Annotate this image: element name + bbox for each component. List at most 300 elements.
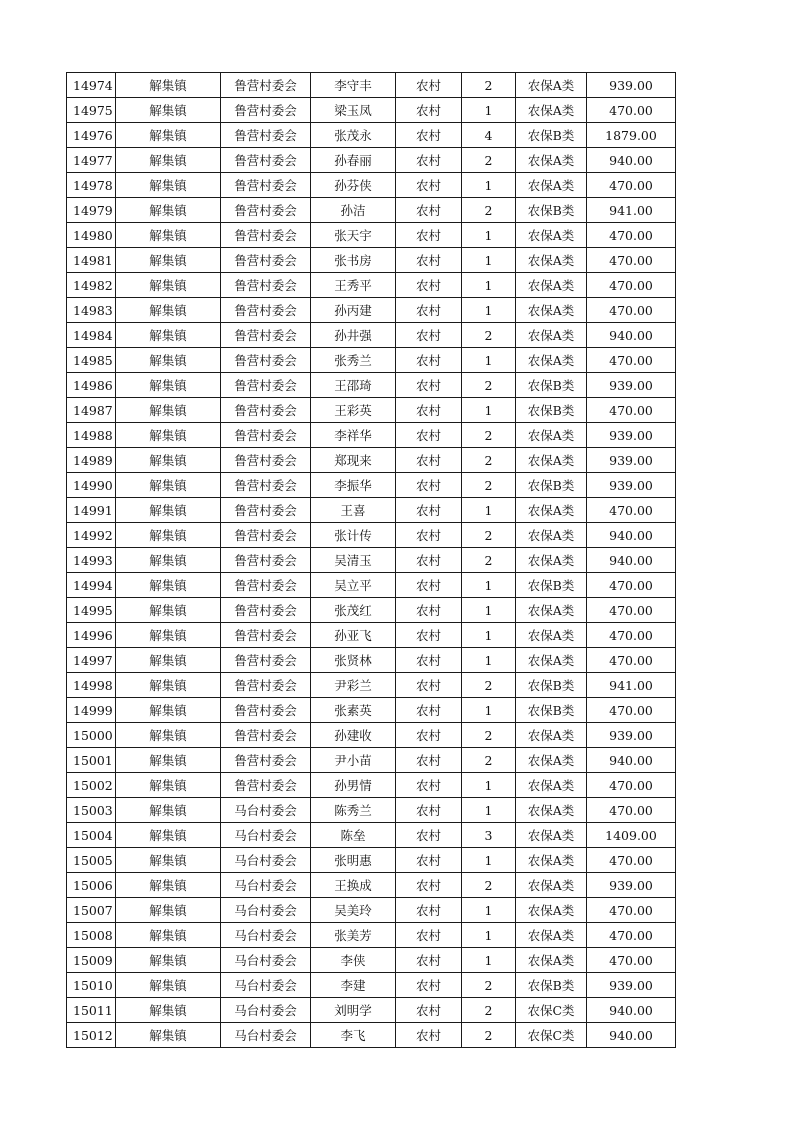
- record-id-cell: 15008: [67, 923, 116, 948]
- amount-cell: 470.00: [587, 498, 676, 523]
- category-cell: 农保B类: [516, 373, 587, 398]
- household-size-cell: 1: [462, 398, 516, 423]
- record-id-cell: 14994: [67, 573, 116, 598]
- record-id-cell: 14974: [67, 73, 116, 98]
- name-cell: 李守丰: [311, 73, 396, 98]
- area-type-cell: 农村: [396, 598, 462, 623]
- category-cell: 农保C类: [516, 1023, 587, 1048]
- category-cell: 农保A类: [516, 248, 587, 273]
- household-size-cell: 1: [462, 173, 516, 198]
- town-cell: 解集镇: [116, 298, 221, 323]
- record-id-cell: 14993: [67, 548, 116, 573]
- village-cell: 马台村委会: [221, 998, 311, 1023]
- household-size-cell: 1: [462, 923, 516, 948]
- amount-cell: 470.00: [587, 598, 676, 623]
- household-size-cell: 1: [462, 273, 516, 298]
- table-row: [67, 473, 676, 498]
- area-type-cell: 农村: [396, 348, 462, 373]
- household-size-cell: 1: [462, 598, 516, 623]
- area-type-cell: 农村: [396, 423, 462, 448]
- household-size-cell: 1: [462, 223, 516, 248]
- table-row: [67, 698, 676, 723]
- town-cell: 解集镇: [116, 323, 221, 348]
- name-cell: 吴立平: [311, 573, 396, 598]
- record-id-cell: 15007: [67, 898, 116, 923]
- record-id-cell: 14988: [67, 423, 116, 448]
- record-id-cell: 14980: [67, 223, 116, 248]
- name-cell: 吴美玲: [311, 898, 396, 923]
- amount-cell: 939.00: [587, 873, 676, 898]
- village-cell: 鲁营村委会: [221, 773, 311, 798]
- village-cell: 马台村委会: [221, 923, 311, 948]
- household-size-cell: 2: [462, 998, 516, 1023]
- village-cell: 鲁营村委会: [221, 498, 311, 523]
- table-row: [67, 423, 676, 448]
- household-size-cell: 2: [462, 73, 516, 98]
- village-cell: 鲁营村委会: [221, 98, 311, 123]
- record-id-cell: 15000: [67, 723, 116, 748]
- amount-cell: 939.00: [587, 373, 676, 398]
- name-cell: 孙井强: [311, 323, 396, 348]
- table-row: [67, 448, 676, 473]
- area-type-cell: 农村: [396, 823, 462, 848]
- town-cell: 解集镇: [116, 898, 221, 923]
- category-cell: 农保A类: [516, 273, 587, 298]
- village-cell: 鲁营村委会: [221, 723, 311, 748]
- table-row: [67, 498, 676, 523]
- household-size-cell: 2: [462, 548, 516, 573]
- area-type-cell: 农村: [396, 848, 462, 873]
- household-size-cell: 1: [462, 798, 516, 823]
- town-cell: 解集镇: [116, 473, 221, 498]
- record-id-cell: 14998: [67, 673, 116, 698]
- record-id-cell: 14979: [67, 198, 116, 223]
- household-size-cell: 2: [462, 373, 516, 398]
- records-table: [66, 72, 676, 1048]
- household-size-cell: 1: [462, 898, 516, 923]
- table-row: [67, 723, 676, 748]
- record-id-cell: 14986: [67, 373, 116, 398]
- amount-cell: 940.00: [587, 148, 676, 173]
- household-size-cell: 2: [462, 1023, 516, 1048]
- village-cell: 鲁营村委会: [221, 598, 311, 623]
- category-cell: 农保A类: [516, 348, 587, 373]
- village-cell: 马台村委会: [221, 798, 311, 823]
- table-row: [67, 923, 676, 948]
- town-cell: 解集镇: [116, 798, 221, 823]
- town-cell: 解集镇: [116, 598, 221, 623]
- amount-cell: 470.00: [587, 698, 676, 723]
- record-id-cell: 14997: [67, 648, 116, 673]
- amount-cell: 470.00: [587, 898, 676, 923]
- amount-cell: 940.00: [587, 748, 676, 773]
- name-cell: 张素英: [311, 698, 396, 723]
- village-cell: 鲁营村委会: [221, 423, 311, 448]
- village-cell: 鲁营村委会: [221, 73, 311, 98]
- name-cell: 李振华: [311, 473, 396, 498]
- town-cell: 解集镇: [116, 423, 221, 448]
- household-size-cell: 2: [462, 723, 516, 748]
- amount-cell: 470.00: [587, 298, 676, 323]
- area-type-cell: 农村: [396, 548, 462, 573]
- household-size-cell: 1: [462, 348, 516, 373]
- table-row: [67, 798, 676, 823]
- area-type-cell: 农村: [396, 748, 462, 773]
- town-cell: 解集镇: [116, 148, 221, 173]
- town-cell: 解集镇: [116, 498, 221, 523]
- category-cell: 农保A类: [516, 723, 587, 748]
- town-cell: 解集镇: [116, 973, 221, 998]
- amount-cell: 939.00: [587, 448, 676, 473]
- area-type-cell: 农村: [396, 873, 462, 898]
- village-cell: 鲁营村委会: [221, 248, 311, 273]
- town-cell: 解集镇: [116, 98, 221, 123]
- table-row: [67, 973, 676, 998]
- table-row: [67, 98, 676, 123]
- town-cell: 解集镇: [116, 873, 221, 898]
- household-size-cell: 2: [462, 148, 516, 173]
- name-cell: 张书房: [311, 248, 396, 273]
- village-cell: 马台村委会: [221, 898, 311, 923]
- table-row: [67, 823, 676, 848]
- household-size-cell: 2: [462, 423, 516, 448]
- area-type-cell: 农村: [396, 623, 462, 648]
- category-cell: 农保A类: [516, 548, 587, 573]
- town-cell: 解集镇: [116, 173, 221, 198]
- village-cell: 鲁营村委会: [221, 123, 311, 148]
- area-type-cell: 农村: [396, 298, 462, 323]
- area-type-cell: 农村: [396, 98, 462, 123]
- town-cell: 解集镇: [116, 123, 221, 148]
- category-cell: 农保A类: [516, 798, 587, 823]
- village-cell: 鲁营村委会: [221, 648, 311, 673]
- town-cell: 解集镇: [116, 198, 221, 223]
- amount-cell: 470.00: [587, 773, 676, 798]
- category-cell: 农保C类: [516, 998, 587, 1023]
- area-type-cell: 农村: [396, 948, 462, 973]
- amount-cell: 939.00: [587, 973, 676, 998]
- amount-cell: 939.00: [587, 423, 676, 448]
- table-row: [67, 198, 676, 223]
- record-id-cell: 14987: [67, 398, 116, 423]
- town-cell: 解集镇: [116, 723, 221, 748]
- village-cell: 鲁营村委会: [221, 548, 311, 573]
- area-type-cell: 农村: [396, 323, 462, 348]
- name-cell: 孙男情: [311, 773, 396, 798]
- table-row: [67, 948, 676, 973]
- town-cell: 解集镇: [116, 648, 221, 673]
- category-cell: 农保A类: [516, 823, 587, 848]
- area-type-cell: 农村: [396, 698, 462, 723]
- record-id-cell: 14978: [67, 173, 116, 198]
- record-id-cell: 15012: [67, 1023, 116, 1048]
- table-row: [67, 298, 676, 323]
- name-cell: 张茂永: [311, 123, 396, 148]
- table-row: [67, 223, 676, 248]
- table-row: [67, 348, 676, 373]
- household-size-cell: 1: [462, 648, 516, 673]
- household-size-cell: 1: [462, 623, 516, 648]
- village-cell: 马台村委会: [221, 823, 311, 848]
- amount-cell: 1879.00: [587, 123, 676, 148]
- record-id-cell: 14995: [67, 598, 116, 623]
- town-cell: 解集镇: [116, 373, 221, 398]
- table-row: [67, 548, 676, 573]
- category-cell: 农保A类: [516, 423, 587, 448]
- household-size-cell: 1: [462, 698, 516, 723]
- area-type-cell: 农村: [396, 123, 462, 148]
- town-cell: 解集镇: [116, 348, 221, 373]
- record-id-cell: 15003: [67, 798, 116, 823]
- category-cell: 农保A类: [516, 598, 587, 623]
- town-cell: 解集镇: [116, 573, 221, 598]
- area-type-cell: 农村: [396, 573, 462, 598]
- area-type-cell: 农村: [396, 923, 462, 948]
- household-size-cell: 2: [462, 673, 516, 698]
- area-type-cell: 农村: [396, 448, 462, 473]
- table-row: [67, 273, 676, 298]
- table-row: [67, 598, 676, 623]
- table-row: [67, 748, 676, 773]
- name-cell: 李飞: [311, 1023, 396, 1048]
- amount-cell: 939.00: [587, 473, 676, 498]
- name-cell: 张计传: [311, 523, 396, 548]
- category-cell: 农保A类: [516, 73, 587, 98]
- name-cell: 张美芳: [311, 923, 396, 948]
- area-type-cell: 农村: [396, 898, 462, 923]
- category-cell: 农保A类: [516, 523, 587, 548]
- record-id-cell: 15001: [67, 748, 116, 773]
- amount-cell: 470.00: [587, 648, 676, 673]
- name-cell: 张秀兰: [311, 348, 396, 373]
- amount-cell: 940.00: [587, 1023, 676, 1048]
- table-row: [67, 523, 676, 548]
- household-size-cell: 1: [462, 573, 516, 598]
- category-cell: 农保B类: [516, 973, 587, 998]
- village-cell: 马台村委会: [221, 1023, 311, 1048]
- table-row: [67, 898, 676, 923]
- category-cell: 农保A类: [516, 648, 587, 673]
- area-type-cell: 农村: [396, 1023, 462, 1048]
- area-type-cell: 农村: [396, 273, 462, 298]
- household-size-cell: 2: [462, 473, 516, 498]
- category-cell: 农保B类: [516, 698, 587, 723]
- table-row: [67, 173, 676, 198]
- amount-cell: 940.00: [587, 548, 676, 573]
- household-size-cell: 1: [462, 98, 516, 123]
- amount-cell: 470.00: [587, 798, 676, 823]
- table-row: [67, 123, 676, 148]
- record-id-cell: 15011: [67, 998, 116, 1023]
- table-row: [67, 73, 676, 98]
- category-cell: 农保A类: [516, 748, 587, 773]
- village-cell: 马台村委会: [221, 873, 311, 898]
- name-cell: 刘明学: [311, 998, 396, 1023]
- amount-cell: 470.00: [587, 848, 676, 873]
- household-size-cell: 1: [462, 248, 516, 273]
- village-cell: 鲁营村委会: [221, 623, 311, 648]
- name-cell: 尹彩兰: [311, 673, 396, 698]
- name-cell: 张茂红: [311, 598, 396, 623]
- village-cell: 鲁营村委会: [221, 523, 311, 548]
- amount-cell: 470.00: [587, 98, 676, 123]
- record-id-cell: 15005: [67, 848, 116, 873]
- area-type-cell: 农村: [396, 723, 462, 748]
- table-row: [67, 873, 676, 898]
- village-cell: 鲁营村委会: [221, 373, 311, 398]
- village-cell: 马台村委会: [221, 973, 311, 998]
- category-cell: 农保A类: [516, 448, 587, 473]
- name-cell: 王换成: [311, 873, 396, 898]
- household-size-cell: 1: [462, 773, 516, 798]
- category-cell: 农保A类: [516, 298, 587, 323]
- name-cell: 陈垒: [311, 823, 396, 848]
- village-cell: 鲁营村委会: [221, 198, 311, 223]
- name-cell: 王喜: [311, 498, 396, 523]
- category-cell: 农保A类: [516, 623, 587, 648]
- amount-cell: 470.00: [587, 223, 676, 248]
- household-size-cell: 2: [462, 198, 516, 223]
- record-id-cell: 14982: [67, 273, 116, 298]
- area-type-cell: 农村: [396, 198, 462, 223]
- household-size-cell: 1: [462, 298, 516, 323]
- category-cell: 农保A类: [516, 223, 587, 248]
- name-cell: 郑现来: [311, 448, 396, 473]
- amount-cell: 1409.00: [587, 823, 676, 848]
- town-cell: 解集镇: [116, 673, 221, 698]
- amount-cell: 941.00: [587, 198, 676, 223]
- table-row: [67, 148, 676, 173]
- amount-cell: 939.00: [587, 723, 676, 748]
- village-cell: 鲁营村委会: [221, 298, 311, 323]
- household-size-cell: 2: [462, 523, 516, 548]
- household-size-cell: 2: [462, 323, 516, 348]
- table-row: [67, 1023, 676, 1048]
- amount-cell: 940.00: [587, 323, 676, 348]
- category-cell: 农保A类: [516, 923, 587, 948]
- records-table-body: [67, 73, 676, 1048]
- record-id-cell: 14990: [67, 473, 116, 498]
- name-cell: 王秀平: [311, 273, 396, 298]
- record-id-cell: 14996: [67, 623, 116, 648]
- household-size-cell: 2: [462, 748, 516, 773]
- area-type-cell: 农村: [396, 223, 462, 248]
- amount-cell: 470.00: [587, 273, 676, 298]
- table-row: [67, 648, 676, 673]
- name-cell: 陈秀兰: [311, 798, 396, 823]
- town-cell: 解集镇: [116, 948, 221, 973]
- name-cell: 张明惠: [311, 848, 396, 873]
- category-cell: 农保A类: [516, 323, 587, 348]
- amount-cell: 470.00: [587, 623, 676, 648]
- household-size-cell: 2: [462, 973, 516, 998]
- village-cell: 鲁营村委会: [221, 348, 311, 373]
- household-size-cell: 4: [462, 123, 516, 148]
- town-cell: 解集镇: [116, 248, 221, 273]
- name-cell: 孙丙建: [311, 298, 396, 323]
- village-cell: 马台村委会: [221, 848, 311, 873]
- table-row: [67, 773, 676, 798]
- record-id-cell: 15006: [67, 873, 116, 898]
- household-size-cell: 1: [462, 848, 516, 873]
- household-size-cell: 2: [462, 448, 516, 473]
- amount-cell: 470.00: [587, 398, 676, 423]
- category-cell: 农保B类: [516, 473, 587, 498]
- record-id-cell: 15004: [67, 823, 116, 848]
- name-cell: 王邵琦: [311, 373, 396, 398]
- name-cell: 张贤林: [311, 648, 396, 673]
- record-id-cell: 14983: [67, 298, 116, 323]
- name-cell: 梁玉凤: [311, 98, 396, 123]
- village-cell: 马台村委会: [221, 948, 311, 973]
- village-cell: 鲁营村委会: [221, 573, 311, 598]
- name-cell: 孙建收: [311, 723, 396, 748]
- area-type-cell: 农村: [396, 248, 462, 273]
- category-cell: 农保A类: [516, 98, 587, 123]
- record-id-cell: 15002: [67, 773, 116, 798]
- record-id-cell: 14977: [67, 148, 116, 173]
- table-row: [67, 373, 676, 398]
- town-cell: 解集镇: [116, 823, 221, 848]
- town-cell: 解集镇: [116, 398, 221, 423]
- town-cell: 解集镇: [116, 523, 221, 548]
- village-cell: 鲁营村委会: [221, 698, 311, 723]
- table-row: [67, 998, 676, 1023]
- amount-cell: 470.00: [587, 173, 676, 198]
- town-cell: 解集镇: [116, 273, 221, 298]
- area-type-cell: 农村: [396, 648, 462, 673]
- category-cell: 农保A类: [516, 948, 587, 973]
- name-cell: 孙春丽: [311, 148, 396, 173]
- category-cell: 农保A类: [516, 873, 587, 898]
- area-type-cell: 农村: [396, 773, 462, 798]
- amount-cell: 470.00: [587, 348, 676, 373]
- town-cell: 解集镇: [116, 1023, 221, 1048]
- name-cell: 尹小苗: [311, 748, 396, 773]
- record-id-cell: 14992: [67, 523, 116, 548]
- amount-cell: 941.00: [587, 673, 676, 698]
- amount-cell: 470.00: [587, 948, 676, 973]
- name-cell: 吴清玉: [311, 548, 396, 573]
- area-type-cell: 农村: [396, 173, 462, 198]
- area-type-cell: 农村: [396, 473, 462, 498]
- area-type-cell: 农村: [396, 973, 462, 998]
- town-cell: 解集镇: [116, 998, 221, 1023]
- record-id-cell: 14975: [67, 98, 116, 123]
- area-type-cell: 农村: [396, 398, 462, 423]
- record-id-cell: 15009: [67, 948, 116, 973]
- village-cell: 鲁营村委会: [221, 448, 311, 473]
- record-id-cell: 14981: [67, 248, 116, 273]
- village-cell: 鲁营村委会: [221, 398, 311, 423]
- amount-cell: 470.00: [587, 248, 676, 273]
- town-cell: 解集镇: [116, 773, 221, 798]
- table-row: [67, 398, 676, 423]
- area-type-cell: 农村: [396, 498, 462, 523]
- category-cell: 农保A类: [516, 898, 587, 923]
- area-type-cell: 农村: [396, 998, 462, 1023]
- record-id-cell: 14985: [67, 348, 116, 373]
- record-id-cell: 14989: [67, 448, 116, 473]
- name-cell: 李祥华: [311, 423, 396, 448]
- name-cell: 孙芬侠: [311, 173, 396, 198]
- record-id-cell: 14991: [67, 498, 116, 523]
- record-id-cell: 14999: [67, 698, 116, 723]
- table-row: [67, 573, 676, 598]
- village-cell: 鲁营村委会: [221, 473, 311, 498]
- category-cell: 农保B类: [516, 573, 587, 598]
- area-type-cell: 农村: [396, 73, 462, 98]
